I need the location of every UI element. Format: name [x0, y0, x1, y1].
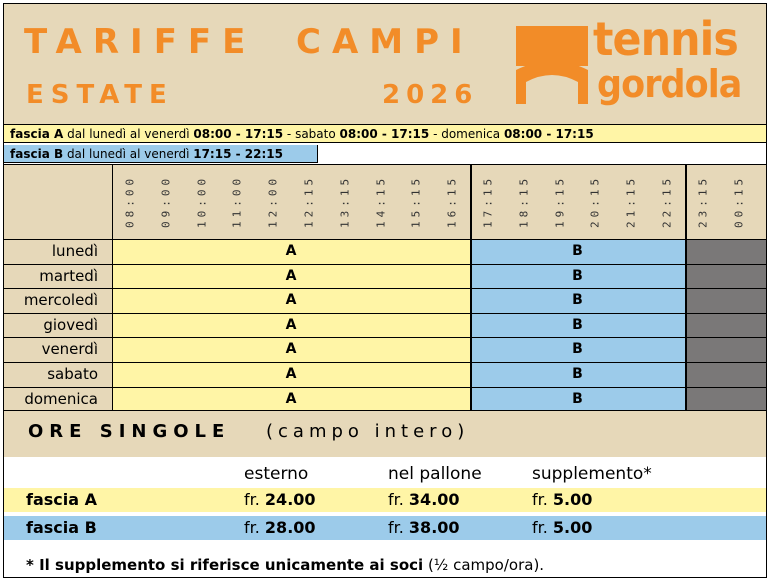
time-label: 16:15: [445, 174, 459, 228]
day-name: giovedì: [43, 315, 98, 334]
currency: fr.: [244, 490, 260, 509]
price-row-fascia-b: [4, 516, 766, 540]
currency: fr.: [532, 518, 548, 537]
time-label: 20:15: [588, 174, 602, 228]
ore-singole-header: [4, 410, 766, 457]
zone-a-letter: A: [285, 390, 297, 407]
zone-b-letter: B: [572, 243, 583, 259]
footnote-bold: * Il supplemento si riferisce unicamente ai soci: [26, 556, 424, 574]
zone-a-letter: A: [285, 243, 297, 259]
logo-word-tennis: tennis: [593, 12, 738, 66]
time-label: 00:15: [731, 174, 745, 228]
tariff-sheet: [3, 3, 767, 578]
time-label: 18:15: [517, 174, 531, 228]
day-name: venerdì: [41, 340, 98, 359]
season-label: ESTATE: [26, 80, 174, 110]
prices-subtitle: (campo intero): [266, 421, 470, 442]
zone-a-letter: A: [285, 366, 297, 382]
price-esterno-value: 28.00: [264, 518, 316, 537]
day-name: martedì: [39, 266, 98, 285]
time-label: 10:00: [194, 174, 208, 228]
price-row-fascia-a: [4, 488, 766, 512]
price-supplemento-value: 5.00: [552, 518, 593, 537]
time-label: 15:15: [409, 174, 423, 228]
footnote: [26, 556, 544, 574]
zone-a-letter: A: [285, 267, 297, 284]
price-esterno-value: 24.00: [264, 490, 316, 509]
time-label: 08:00: [123, 174, 137, 228]
currency: fr.: [244, 518, 260, 537]
fascia-b-weekdays-time: 17:15 - 22:15: [193, 147, 283, 161]
logo-word-gordola: gordola: [597, 62, 742, 106]
time-label: 12:15: [302, 174, 316, 228]
zone-closed: [685, 239, 766, 411]
currency: fr.: [388, 518, 404, 537]
price-esterno: [244, 490, 316, 509]
currency: fr.: [388, 490, 404, 509]
col-head-supplemento: supplemento*: [532, 464, 652, 484]
price-supplemento-value: 5.00: [552, 490, 593, 509]
fascia-b-weekdays-label: dal lunedì al venerdì: [66, 147, 190, 161]
tennis-court-logo-icon: [516, 26, 588, 104]
time-label: 21:15: [624, 174, 638, 228]
fascia-b-name: fascia B: [10, 147, 64, 161]
fascia-b-band: [4, 145, 318, 163]
time-label: 11:00: [230, 174, 244, 228]
price-supplemento: [532, 518, 592, 537]
price-pallone-value: 38.00: [408, 518, 460, 537]
zone-b-letter: B: [572, 267, 583, 284]
title-tariffe: TARIFFE: [24, 22, 257, 62]
fascia-a-weekdays-label: dal lunedì al venerdì: [67, 127, 190, 141]
zone-b-letter: B: [572, 366, 583, 382]
zone-b-letter: B: [572, 316, 583, 333]
time-label: 13:15: [338, 174, 352, 228]
price-supplemento: [532, 490, 592, 509]
fascia-a-sep1: - sabato: [283, 127, 340, 141]
zone-b-letter: B: [572, 341, 583, 358]
time-label: 12:00: [266, 174, 280, 228]
fascia-a-band: [4, 125, 766, 143]
col-head-pallone: nel pallone: [388, 464, 482, 484]
time-label: 19:15: [552, 174, 566, 228]
zone-b-letter: B: [572, 390, 583, 407]
fascia-a-name: fascia A: [10, 127, 64, 141]
day-name: lunedì: [51, 242, 98, 260]
year-label: 2026: [382, 80, 479, 110]
price-row-label: fascia B: [26, 518, 97, 537]
day-name: domenica: [24, 389, 98, 408]
price-pallone: [388, 490, 460, 509]
zone-a-letter: A: [285, 341, 297, 358]
fascia-a-sunday-time: 08:00 - 17:15: [503, 127, 594, 141]
time-label: 17:15: [481, 174, 495, 228]
fascia-a-sep2: - domenica: [429, 127, 504, 141]
time-label: 23:15: [696, 174, 710, 228]
zone-a-letter: A: [285, 316, 297, 333]
price-row-label: fascia A: [26, 490, 97, 509]
footnote-rest: (½ campo/ora).: [423, 556, 545, 574]
currency: fr.: [532, 490, 548, 509]
price-esterno: [244, 518, 316, 537]
day-name: mercoledì: [23, 291, 98, 310]
prices-title: ORE SINGOLE: [28, 421, 231, 442]
time-label: 22:15: [660, 174, 674, 228]
price-pallone-value: 34.00: [408, 490, 460, 509]
fascia-a-weekdays-time: 08:00 - 17:15: [193, 127, 284, 141]
title-campi: CAMPI: [296, 22, 474, 62]
zone-a-letter: A: [285, 292, 297, 309]
time-label: 14:15: [373, 174, 387, 228]
price-pallone: [388, 518, 460, 537]
col-head-esterno: esterno: [244, 464, 309, 484]
time-label: 09:00: [159, 174, 173, 228]
fascia-a-saturday-time: 08:00 - 17:15: [339, 127, 430, 141]
zone-b-letter: B: [572, 292, 583, 309]
header: [4, 4, 766, 125]
schedule-grid: [4, 165, 766, 410]
day-name: sabato: [47, 365, 98, 383]
